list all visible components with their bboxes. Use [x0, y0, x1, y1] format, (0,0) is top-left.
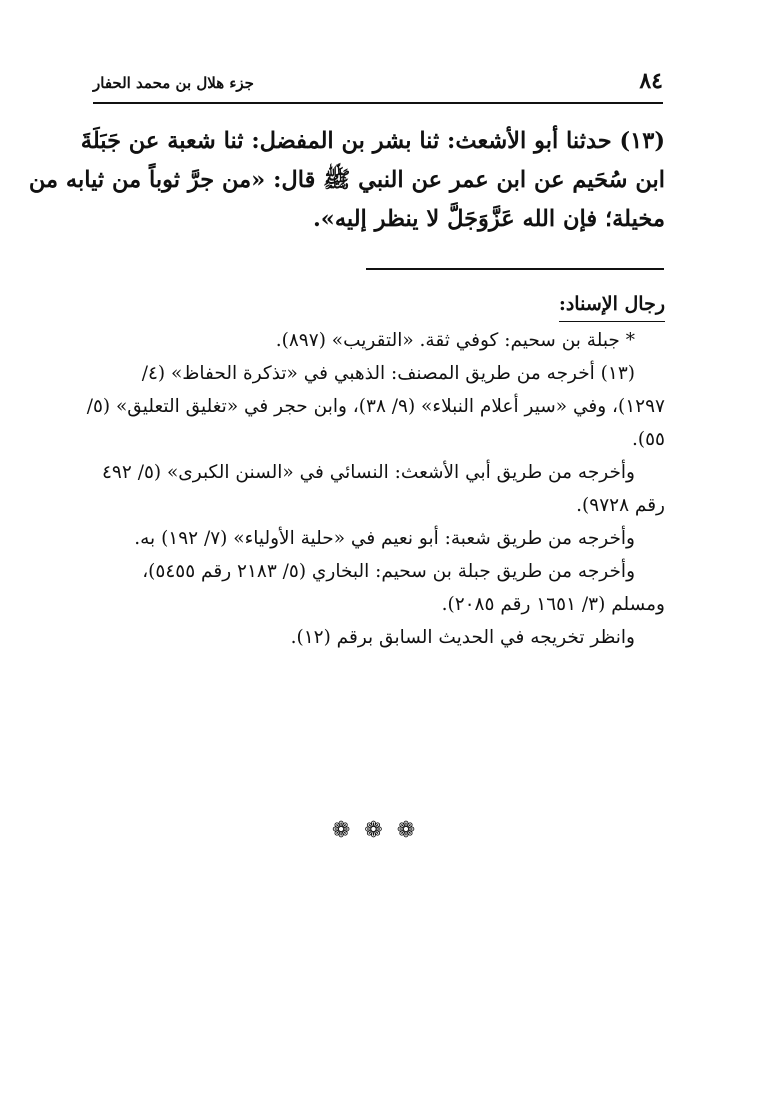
section-heading: رجال الإسناد: — [559, 288, 665, 322]
hadith-line: مخيلة؛ فإن الله عَزَّوَجَلَّ لا ينظر إليه». — [312, 206, 665, 232]
hadith-text — [28, 122, 665, 239]
running-header — [93, 68, 663, 104]
takhrij-line: ١٢٩٧)، وفي «سير أعلام النبلاء» (٩/ ٣٨)، وابن حجر في «تغليق التعليق» (٥/ — [86, 396, 665, 417]
takhrij-line: وأخرجه من طريق جبلة بن سحيم: البخاري (٥/ ٢١٨٣ رقم ٥٤٥٥)، — [142, 561, 635, 582]
page-number: ٨٤ — [639, 68, 663, 94]
header-title: جزء هلال بن محمد الحفار — [93, 74, 254, 92]
takhrij-line: وأخرجه من طريق شعبة: أبو نعيم في «حلية الأولياء» (٧/ ١٩٢) به. — [134, 528, 635, 549]
takhrij-line: وانظر تخريجه في الحديث السابق برقم (١٢). — [290, 627, 635, 648]
narrator-note: * جبلة بن سحيم: كوفي ثقة. «التقريب» (٨٩٧). — [275, 330, 635, 351]
notes-section — [86, 288, 665, 654]
hadith-line: ابن سُحَيم عن ابن عمر عن النبي ﷺ قال: «من جرَّ ثوباً من ثيابه من — [28, 167, 665, 193]
ornament-divider: ❁❁❁ — [331, 818, 430, 843]
footnote-separator — [366, 268, 664, 270]
takhrij-line: (١٣) أخرجه من طريق المصنف: الذهبي في «تذكرة الحفاظ» (٤/ — [141, 363, 635, 384]
hadith-line: (١٣) حدثنا أبو الأشعث: ثنا بشر بن المفضل: ثنا شعبة عن جَبَلَةَ — [80, 128, 665, 154]
takhrij-line: ٥٥). — [632, 429, 665, 450]
takhrij-line: وأخرجه من طريق أبي الأشعث: النسائي في «السنن الكبرى» (٥/ ٤٩٢ — [102, 462, 635, 483]
takhrij-line: رقم ٩٧٢٨). — [576, 495, 665, 516]
takhrij-line: ومسلم (٣/ ١٦٥١ رقم ٢٠٨٥). — [441, 594, 665, 615]
